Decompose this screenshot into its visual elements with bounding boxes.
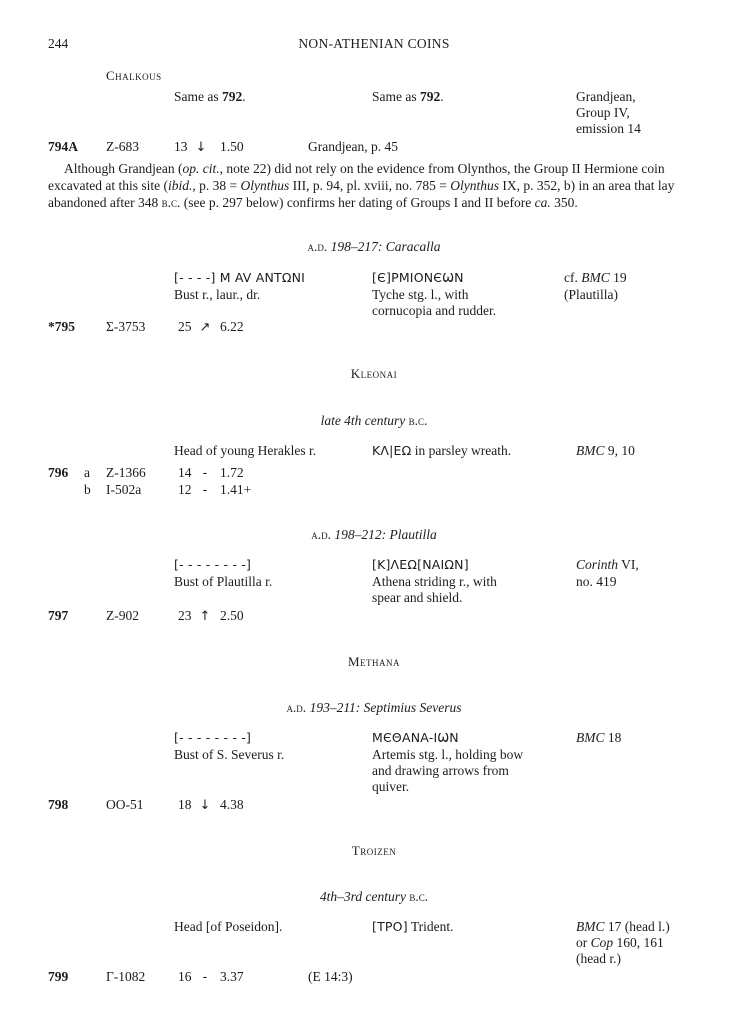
mint-heading: Troizen xyxy=(351,843,397,858)
page-number: 244 xyxy=(48,36,69,51)
commentary-paragraph: Although Grandjean (op. cit., note 22) did not rely on the evidence from Olynthos, the Group II Hermione coin excavated at this site (ibid., p. 38 = Olynthus III, p. 94, pl. xviii, no. 785 = Olynthus IX, p. 352, b) in an area that lay abandoned after 348 b.c. (see p. 297 below) confirms her dating of Groups I and II before ca. 350. xyxy=(48,161,675,210)
reference-line: (Plautilla) xyxy=(564,287,618,302)
reference-line: Group IV, xyxy=(576,105,630,120)
reference: BMC 17 (head l.) xyxy=(576,919,670,934)
obverse-legend: [- - - - - - - -] xyxy=(174,730,252,745)
running-title: NON-ATHENIAN COINS xyxy=(298,36,450,51)
die-axis-arrow: ↓ xyxy=(195,140,207,155)
diameter: 16 xyxy=(178,969,192,984)
denomination-heading: Chalkous xyxy=(106,68,162,83)
obverse-description: Bust of S. Severus r. xyxy=(174,747,285,762)
catalog-number: 797 xyxy=(48,608,69,623)
inventory-number: I-502a xyxy=(106,482,142,497)
inventory-number: Σ-3753 xyxy=(106,319,146,334)
catalog-number: 796 xyxy=(48,465,69,480)
reference-line: no. 419 xyxy=(576,574,617,589)
reverse-description: cornucopia and rudder. xyxy=(372,303,497,318)
obverse-description: Bust r., laur., dr. xyxy=(174,287,261,302)
mint-heading: Kleonai xyxy=(350,366,398,381)
reference-line: or Cop 160, 161 xyxy=(576,935,664,950)
inventory-number: OO-51 xyxy=(106,797,144,812)
period-heading: a.d. 198–212: Plautilla xyxy=(311,527,437,542)
weight: 1.50 xyxy=(220,139,244,154)
die-axis-mark: - xyxy=(202,483,208,498)
obverse-description: Same as 792. xyxy=(174,89,246,104)
reverse-description: Same as 792. xyxy=(372,89,444,104)
die-axis-mark: - xyxy=(202,466,208,481)
entry-note: (E 14:3) xyxy=(308,969,353,984)
diameter: 14 xyxy=(178,465,192,480)
reverse-description: KΛ|EΩ in parsley wreath. xyxy=(372,443,512,458)
weight: 1.41+ xyxy=(220,482,252,497)
inventory-number: Z-902 xyxy=(106,608,139,623)
diameter: 18 xyxy=(178,797,192,812)
obverse-legend: [- - - -] M AV ANTΩNI xyxy=(174,270,306,285)
mint-heading: Methana xyxy=(347,654,401,669)
period-heading: a.d. 193–211: Septimius Severus xyxy=(286,700,462,715)
catalog-number: *795 xyxy=(48,319,75,334)
catalog-number: 794A xyxy=(48,139,78,154)
sub-entry-letter: a xyxy=(84,465,90,480)
obverse-description: Head [of Poseidon]. xyxy=(174,919,283,934)
weight: 2.50 xyxy=(220,608,244,623)
diameter: 23 xyxy=(178,608,192,623)
reference-line: (head r.) xyxy=(576,951,621,966)
reference: BMC 18 xyxy=(576,730,622,745)
weight: 6.22 xyxy=(220,319,244,334)
period-heading: late 4th century b.c. xyxy=(320,413,428,428)
reference: cf. BMC 19 xyxy=(564,270,627,285)
reference-line: Grandjean, xyxy=(576,89,636,104)
diameter: 25 xyxy=(178,319,192,334)
reference: BMC 9, 10 xyxy=(576,443,635,458)
reverse-legend: MЄΘANA-IѠN xyxy=(372,730,459,745)
reverse-legend: [K]ΛEΩ[NAIΩN] xyxy=(372,557,469,572)
reverse-description: and drawing arrows from xyxy=(372,763,509,778)
diameter: 13 xyxy=(174,139,188,154)
reference: Corinth VI, xyxy=(576,557,639,572)
obverse-description: Bust of Plautilla r. xyxy=(174,574,273,589)
weight: 1.72 xyxy=(220,465,244,480)
reverse-description: quiver. xyxy=(372,779,410,794)
inventory-number: Z-1366 xyxy=(106,465,146,480)
obverse-description: Head of young Herakles r. xyxy=(174,443,317,458)
period-heading: 4th–3rd century b.c. xyxy=(319,889,429,904)
reverse-description: Artemis stg. l., holding bow xyxy=(372,747,524,762)
catalog-number: 799 xyxy=(48,969,69,984)
reverse-description: spear and shield. xyxy=(372,590,463,605)
die-axis-arrow: ↑ xyxy=(199,609,211,624)
die-axis-arrow: ↗ xyxy=(199,320,211,335)
die-axis-arrow: ↓ xyxy=(199,798,211,813)
weight: 3.37 xyxy=(220,969,244,984)
reverse-legend: [Є]PMIONЄѠN xyxy=(372,270,464,285)
obverse-legend: [- - - - - - - -] xyxy=(174,557,252,572)
die-axis-mark: - xyxy=(202,970,208,985)
inventory-number: Γ-1082 xyxy=(106,969,146,984)
entry-note: Grandjean, p. 45 xyxy=(308,139,398,154)
reverse-description: Athena striding r., with xyxy=(372,574,497,589)
catalog-number: 798 xyxy=(48,797,69,812)
reference-line: emission 14 xyxy=(576,121,641,136)
period-heading: a.d. 198–217: Caracalla xyxy=(307,239,441,254)
weight: 4.38 xyxy=(220,797,244,812)
diameter: 12 xyxy=(178,482,192,497)
inventory-number: Z-683 xyxy=(106,139,139,154)
reverse-description: Tyche stg. l., with xyxy=(372,287,469,302)
sub-entry-letter: b xyxy=(84,482,91,497)
reverse-description: [TPO] Trident. xyxy=(372,919,454,934)
